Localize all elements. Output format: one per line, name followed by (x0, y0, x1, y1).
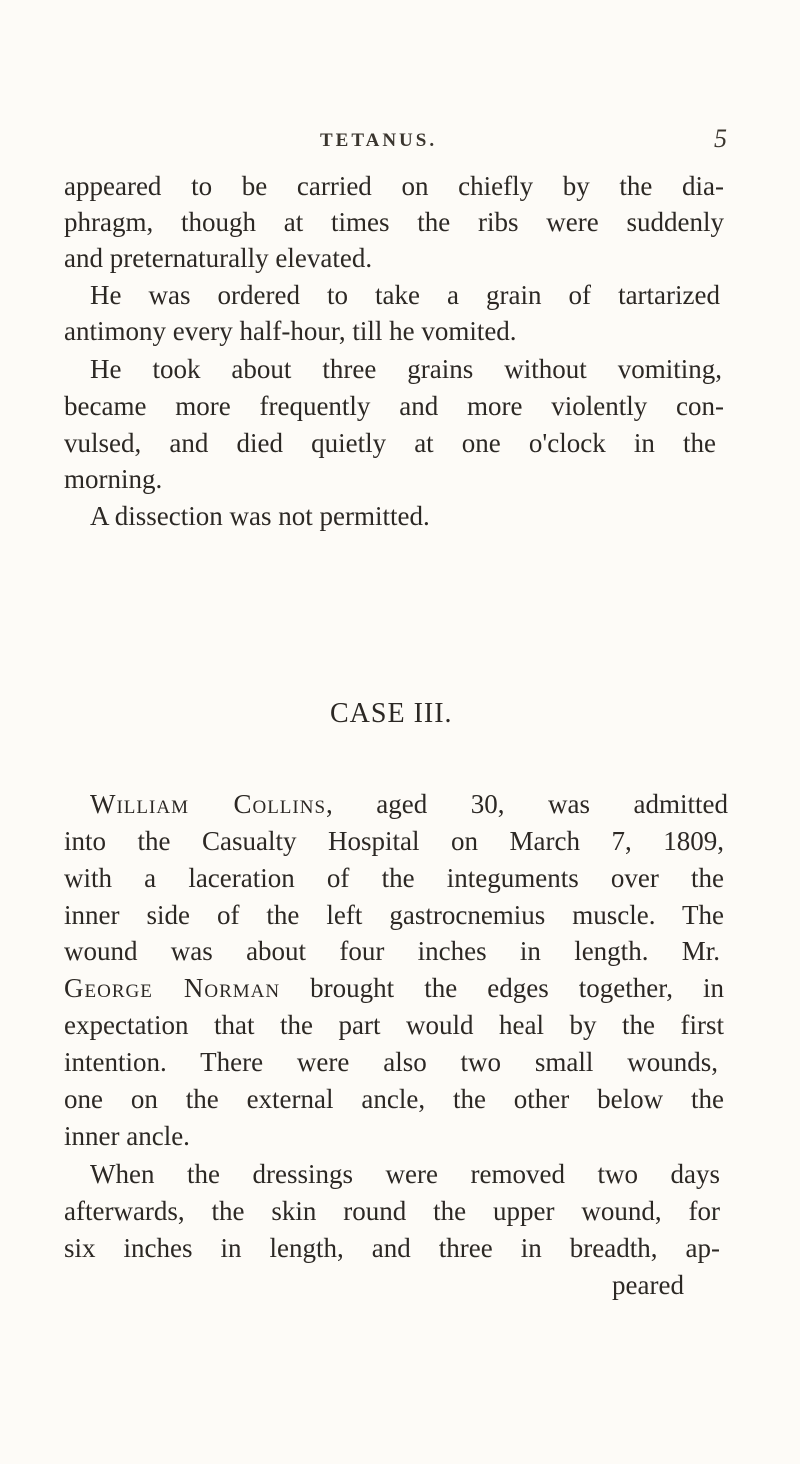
text-line: inner ancle. (64, 1121, 190, 1151)
text-fragment: brought the edges together, in (280, 973, 724, 1003)
text-line: wound was about four inches in length. Mr. (64, 936, 720, 966)
text-line: inner side of the left gastrocnemius muscle. The (64, 900, 724, 930)
text-line: morning. (64, 464, 163, 494)
text-line (64, 971, 724, 1005)
page-number: 5 (714, 124, 727, 153)
text-line: afterwards, the skin round the upper wound, for (64, 1196, 720, 1226)
text-line: He was ordered to take a grain of tartarized (90, 280, 720, 310)
text-line: six inches in length, and three in breadth, ap- (64, 1233, 720, 1263)
text-fragment: , aged 30, was admitted (326, 789, 728, 819)
text-line: vulsed, and died quietly at one o'clock in the (64, 428, 716, 458)
text-line: expectation that the part would heal by the first (64, 1010, 724, 1040)
text-line: intention. There were also two small wounds, (64, 1047, 718, 1077)
patient-name: William Collins (90, 789, 327, 819)
surgeon-name: George Norman (64, 973, 281, 1003)
text-line (90, 787, 728, 821)
text-line: one on the external ancle, the other below the (64, 1084, 724, 1114)
text-line: became more frequently and more violently con- (64, 391, 724, 421)
case-heading: CASE III. (330, 698, 453, 729)
text-line: appeared to be carried on chiefly by the dia- (64, 171, 724, 201)
text-line: A dissection was not permitted. (90, 501, 430, 531)
catchword: peared (612, 1270, 684, 1300)
text-line: with a laceration of the integuments over the (64, 863, 724, 893)
text-line: antimony every half-hour, till he vomited. (64, 316, 517, 346)
running-title: TETANUS. (320, 130, 438, 151)
running-head (0, 124, 800, 160)
text-line: He took about three grains without vomiting, (90, 354, 722, 384)
text-line: and preternaturally elevated. (64, 243, 373, 273)
text-line: into the Casualty Hospital on March 7, 1809, (64, 826, 724, 856)
text-line: phragm, though at times the ribs were suddenly (64, 207, 724, 237)
text-line: When the dressings were removed two days (90, 1159, 720, 1189)
